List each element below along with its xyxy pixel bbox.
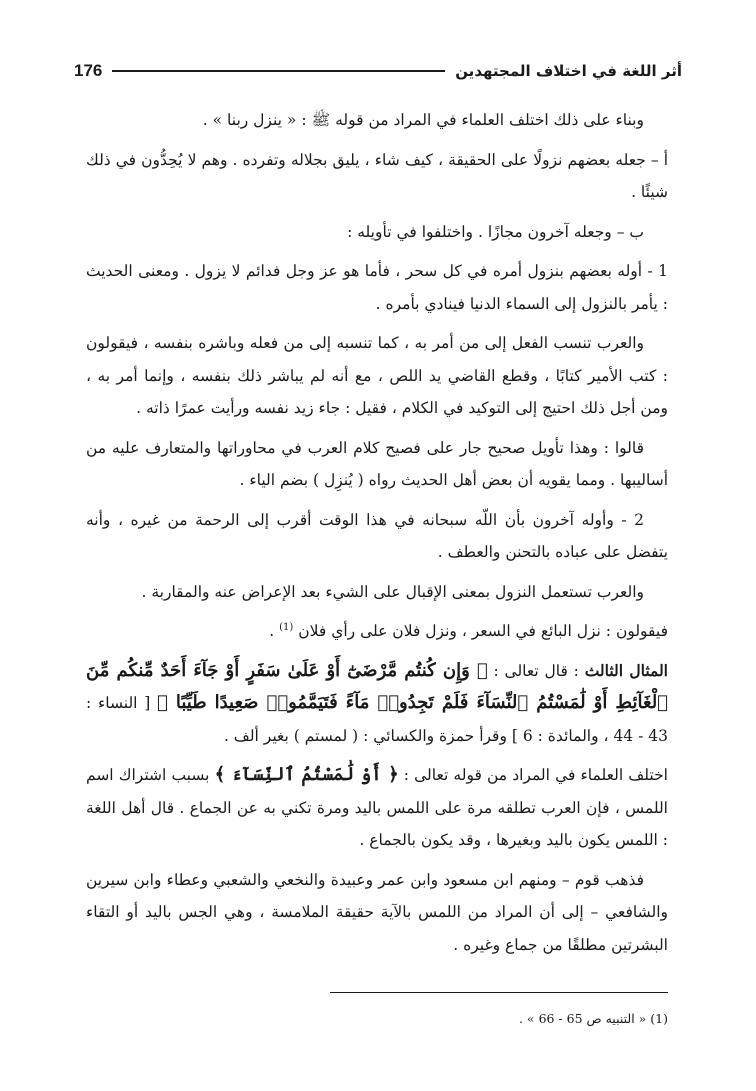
page-body: [86, 104, 668, 968]
footnote: (1) « التنبيه ص 65 - 66 » .: [518, 1011, 668, 1026]
paragraph-text: : قال تعالى :: [487, 661, 585, 680]
paragraph: ب – وجعله آخرون مجازًا . واختلفوا في تأويله :: [347, 222, 644, 241]
paragraph: وبناء على ذلك اختلف العلماء في المراد من قوله ﷺ : « ينزل ربنا » .: [202, 111, 644, 129]
paragraph: والعرب تستعمل النزول بمعنى الإقبال على الشيء بعد الإعراض عنه والمقاربة .: [141, 582, 644, 601]
quran-verse: ﴿ وَإِن كُنتُم مَّرْضَىٰٓ أَوْ عَلَىٰ سَفَرٍ أَوْ جَآءَ أَحَدٌ مِّنكُم مِّنَ ٱلْغَآئِطِ أَوْ لَٰمَسْتُمُ ٱلنِّسَآءَ فَلَمْ تَجِدُوا۟ مَآءً فَتَيَمَّمُوا۟ صَعِيدًا طَيِّبًا ﴾: [86, 659, 668, 713]
paragraph: [86, 655, 668, 753]
paragraph: والعرب تنسب الفعل إلى من أمر به ، كما تنسبه إلى من فعله وباشره بنفسه ، فيقولون : كتب الأمير كتابًا ، وقطع القاضي يد اللص ، مع أنه لم يباشر ذلك بنفسه ، وإنما أمر به ، ومن أجل ذلك احتيج إلى التوكيد في الكلام ، فقيل : جاء زيد نفسه ورأيت عمرًا ذاته .: [86, 334, 668, 417]
paragraph: 1 - أوله بعضهم بنزول أمره في كل سحر ، فأما هو عز وجل فدائم لا يزول . ومعنى الحديث : يأمر بالنزول إلى السماء الدنيا فينادي بأمره .: [86, 262, 668, 313]
page-header: [74, 58, 682, 84]
paragraph: فذهب قوم – ومنهم ابن مسعود وابن عمر وعبيدة والنخعي والشعبي وعطاء وابن سيرين والشافعي – إلى أن المراد من اللمس بالآية حقيقة الملامسة ، وهي الجس باليد أو التقاء البشرتين مطلقًا من جماع وغيره .: [86, 870, 668, 954]
paragraph-end: .: [269, 622, 280, 640]
quran-verse: ﴿ أَوْ لَٰمَسْتُمُ ٱلنِّسَآءَ ﴾: [214, 764, 399, 785]
paragraph-text: بسبب اشتراك اسم اللمس ، فإن العرب تطلقه مرة على اللمس باليد ومرة تكني به عن الجماع . قال أهل اللغة : اللمس يكون باليد وبغيرها ، وقد يكون بالجماع .: [86, 766, 668, 849]
paragraph: 2 - وأوله آخرون بأن اللّه سبحانه في هذا الوقت أقرب إلى الرحمة من غيره ، وأنه يتفضل على عباده بالتحنن والعطف .: [86, 510, 668, 561]
example-label: المثال الثالث: [584, 660, 668, 680]
verse-reference: [ النساء : 43 - 44 ، والمائدة : 6 ] وقرأ حمزة والكسائي : ( لمستم ) بغير ألف .: [86, 694, 668, 745]
running-title: أثر اللغة في اختلاف المجتهدين: [455, 62, 682, 80]
footnote-divider: [330, 992, 668, 993]
paragraph: أ – جعله بعضهم نزولًا على الحقيقة ، كيف شاء ، يليق بجلاله وتفرده . وهم لا يُحِدُّون في ذلك شيئًا .: [86, 150, 668, 201]
paragraph: [86, 615, 668, 648]
paragraph: [86, 759, 668, 857]
header-rule: [112, 70, 445, 72]
paragraph-text: فيقولون : نزل البائع في السعر ، ونزل فلان على رأي فلان: [298, 622, 668, 640]
paragraph-text: اختلف العلماء في المراد من قوله تعالى :: [398, 766, 668, 784]
page-number: 176: [74, 61, 103, 80]
paragraph: قالوا : وهذا تأويل صحيح جار على فصيح كلام العرب في محاوراتها والمتعارف عليه من أساليبها . ومما يقويه أن بعض أهل الحديث رواه ( يُنزِل ) بضم الياء .: [86, 438, 668, 489]
footnote-ref[interactable]: (1): [279, 621, 294, 633]
